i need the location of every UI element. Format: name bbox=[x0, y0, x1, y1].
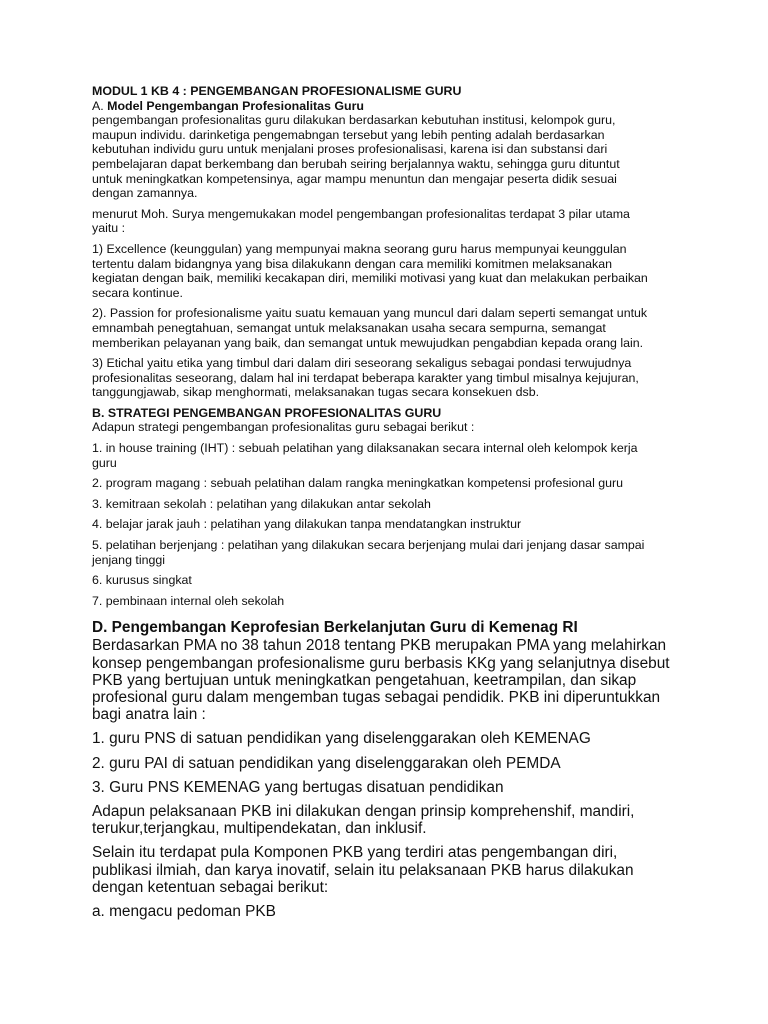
text-line: menurut Moh. Surya mengemukakan model pengembangan profesionalitas terdapat 3 pilar utama bbox=[92, 206, 630, 221]
text-line: dengan zamannya. bbox=[92, 186, 198, 201]
strategy-item bbox=[92, 538, 680, 567]
strategy-item bbox=[92, 497, 680, 512]
document-title: MODUL 1 KB 4 : PENGEMBANGAN PROFESIONALISME GURU bbox=[92, 84, 462, 98]
text-line: kebutuhan individu guru untuk menjalani proses profesionalisasi, karena isi dan substansi dari bbox=[92, 142, 608, 157]
pkb-target-item: 2. guru PAI di satuan pendidikan yang diselenggarakan oleh PEMDA bbox=[92, 754, 561, 772]
text-line: 1. in house training (IHT) : sebuah pelatihan yang dilaksanakan secara internal oleh kelompok kerja bbox=[92, 441, 638, 456]
text-line: guru bbox=[92, 455, 117, 470]
pillar-ethical bbox=[92, 356, 680, 400]
text-line: profesionalitas seseorang, dalam hal ini terdapat beberapa karakter yang timbul misalnya kejujuran, bbox=[92, 370, 639, 385]
text-line: Adapun pelaksanaan PKB ini dilakukan dengan prinsip komprehenshif, mandiri, bbox=[92, 803, 635, 821]
text-line: 2). Passion for profesionalisme yaitu suatu kemauan yang muncul dari dalam seperti semangat untuk bbox=[92, 306, 648, 321]
strategy-item bbox=[92, 573, 680, 588]
text-line: secara kontinue. bbox=[92, 285, 183, 300]
text-line: tertentu dalam bidangnya yang bisa dilakukann dengan cara memiliki komitmen melaksanakan bbox=[92, 256, 613, 271]
text-line: 2. program magang : sebuah pelatihan dalam rangka meningkatkan kompetensi profesional guru bbox=[92, 476, 624, 491]
text-line: 3. kemitraan sekolah : pelatihan yang dilakukan antar sekolah bbox=[92, 496, 431, 511]
pkb-components-paragraph bbox=[92, 844, 680, 896]
text-line: Selain itu terdapat pula Komponen PKB yang terdiri atas pengembangan diri, bbox=[92, 844, 618, 862]
section-d-intro bbox=[92, 637, 680, 723]
text-line: 5. pelatihan berjenjang : pelatihan yang dilakukan secara berjenjang mulai dari jenjang dasar sampai bbox=[92, 538, 645, 553]
pillar-passion bbox=[92, 306, 680, 350]
strategy-item bbox=[92, 476, 680, 491]
text-line: tanggungjawab, sikap menghormati, melaksanakan tugas secara konsekuen dsb. bbox=[92, 385, 540, 400]
document-page bbox=[92, 84, 680, 920]
text-line: yaitu : bbox=[92, 221, 126, 236]
section-a-paragraph bbox=[92, 113, 680, 201]
text-line: pengembangan profesionalitas guru dilakukan berdasarkan kebutuhan institusi, kelompok guru, bbox=[92, 113, 616, 128]
section-d-heading: D. Pengembangan Keprofesian Berkelanjutan Guru di Kemenag RI bbox=[92, 619, 578, 637]
text-line: jenjang tinggi bbox=[92, 552, 166, 567]
pkb-principles-paragraph bbox=[92, 803, 680, 837]
pkb-target-item: 1. guru PNS di satuan pendidikan yang diselenggarakan oleh KEMENAG bbox=[92, 730, 591, 748]
text-line: PKB yang bertujuan untuk meningkatkan pengetahuan, keetrampilan, dan sikap bbox=[92, 671, 637, 689]
text-line: kegiatan dengan baik, memiliki kecakapan diri, memiliki motivasi yang kuat dan melakukan perbaikan bbox=[92, 271, 648, 286]
text-line: profesional guru dalam mengemban tugas sebagai pendidik. PKB ini diperuntukkan bbox=[92, 689, 661, 707]
section-a-heading: Model Pengembangan Profesionalitas Guru bbox=[107, 98, 364, 113]
pillar-excellence bbox=[92, 242, 680, 300]
section-b-intro: Adapun strategi pengembangan profesionalitas guru sebagai berikut : bbox=[92, 420, 475, 435]
text-line: 6. kurusus singkat bbox=[92, 573, 192, 588]
text-line: pembelajaran dapat berkembang dan berubah seiring berjalannya waktu, sehingga guru dituntut bbox=[92, 156, 620, 171]
section-b-heading: B. STRATEGI PENGEMBANGAN PROFESIONALITAS GURU bbox=[92, 405, 442, 420]
pkb-target-item: 3. Guru PNS KEMENAG yang bertugas disatuan pendidikan bbox=[92, 778, 504, 796]
section-a-prefix: A. bbox=[92, 98, 108, 113]
section-a-heading-line bbox=[92, 99, 680, 114]
small-text-section bbox=[92, 84, 680, 608]
text-line: 4. belajar jarak jauh : pelatihan yang dilakukan tanpa mendatangkan instruktur bbox=[92, 517, 522, 532]
strategy-item bbox=[92, 517, 680, 532]
text-line: maupun individu. darinketiga pengemabngan tersebut yang lebih penting adalah berdasarkan bbox=[92, 127, 605, 142]
text-line: konsep pengembangan profesionalisme guru berbasis KKg yang selanjutnya disebut bbox=[92, 654, 670, 672]
text-line: dengan ketentuan sebagai berikut: bbox=[92, 878, 329, 896]
text-line: Berdasarkan PMA no 38 tahun 2018 tentang PKB merupakan PMA yang melahirkan bbox=[92, 637, 667, 655]
text-line: bagi anatra lain : bbox=[92, 706, 206, 724]
text-line: emnambah penegtahuan, semangat untuk melaksanakan usaha secara sempurna, semangat bbox=[92, 320, 606, 335]
surya-intro-paragraph bbox=[92, 207, 680, 236]
strategy-item bbox=[92, 594, 680, 609]
text-line: 3) Etichal yaitu etika yang timbul dari dalam diri seseorang sekaligus sebagai pondasi terwujudnya bbox=[92, 356, 632, 371]
pkb-provision-a: a. mengacu pedoman PKB bbox=[92, 903, 276, 921]
text-line: 1) Excellence (keunggulan) yang mempunyai makna seorang guru harus mempunyai keunggulan bbox=[92, 241, 627, 256]
large-text-section bbox=[92, 618, 680, 920]
text-line: memberikan pelayanan yang baik, dan semangat untuk mewujudkan pengabdian kepada orang lain. bbox=[92, 335, 644, 350]
text-line: 7. pembinaan internal oleh sekolah bbox=[92, 593, 285, 608]
text-line: untuk meningkatkan kompetensinya, agar mampu menuntun dan mengajar peserta didik sesuai bbox=[92, 171, 617, 186]
strategy-item bbox=[92, 441, 680, 470]
text-line: terukur,terjangkau, multipendekatan, dan inklusif. bbox=[92, 820, 427, 838]
text-line: publikasi ilmiah, dan karya inovatif, selain itu pelaksanaan PKB harus dilakukan bbox=[92, 861, 634, 879]
